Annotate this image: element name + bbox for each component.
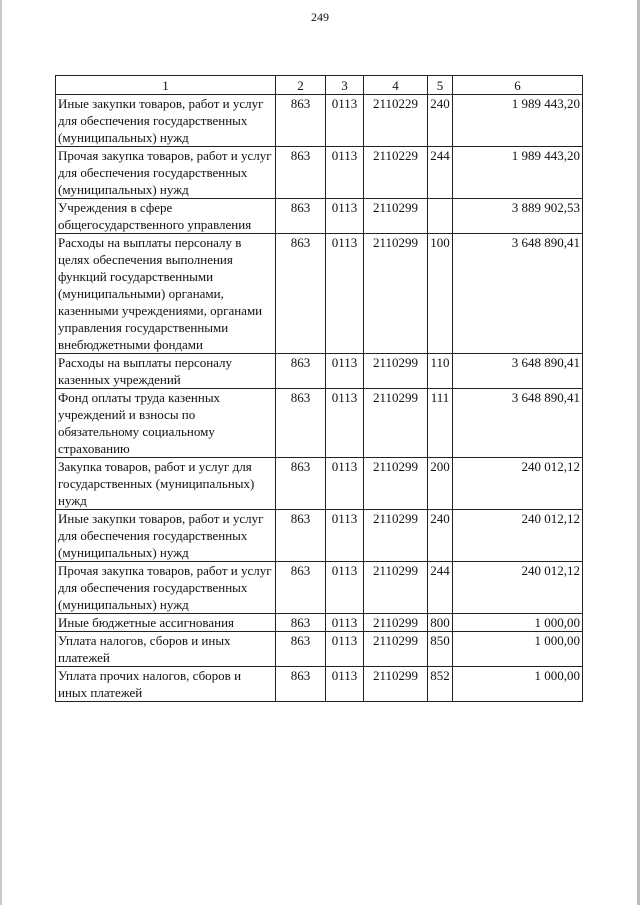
row-rz: 0113 (326, 458, 364, 510)
row-name: Закупка товаров, работ и услуг для государственных (муниципальных) нужд (56, 458, 276, 510)
header-col-3: 3 (326, 76, 364, 95)
row-cs: 2110299 (364, 458, 428, 510)
row-cs: 2110229 (364, 147, 428, 199)
row-ved: 863 (276, 389, 326, 458)
table-row (56, 147, 583, 199)
row-rz: 0113 (326, 354, 364, 389)
row-ved: 863 (276, 147, 326, 199)
row-rz: 0113 (326, 95, 364, 147)
row-rz: 0113 (326, 562, 364, 614)
row-vr: 100 (428, 234, 453, 354)
row-vr: 850 (428, 632, 453, 667)
row-ved: 863 (276, 199, 326, 234)
row-amount: 1 989 443,20 (453, 95, 583, 147)
row-ved: 863 (276, 354, 326, 389)
row-cs: 2110299 (364, 234, 428, 354)
row-amount: 3 648 890,41 (453, 234, 583, 354)
row-cs: 2110299 (364, 510, 428, 562)
row-vr: 200 (428, 458, 453, 510)
page-number: 249 (311, 10, 329, 24)
row-cs: 2110299 (364, 199, 428, 234)
row-name: Иные закупки товаров, работ и услуг для обеспечения государственных (муниципальных) нужд (56, 95, 276, 147)
row-amount: 3 648 890,41 (453, 389, 583, 458)
row-name: Иные закупки товаров, работ и услуг для обеспечения государственных (муниципальных) нужд (56, 510, 276, 562)
row-rz: 0113 (326, 632, 364, 667)
header-row (56, 76, 583, 95)
row-rz: 0113 (326, 199, 364, 234)
table-row (56, 95, 583, 147)
row-vr: 244 (428, 147, 453, 199)
row-name: Фонд оплаты труда казенных учреждений и взносы по обязательному социальному страхованию (56, 389, 276, 458)
row-cs: 2110229 (364, 95, 428, 147)
row-ved: 863 (276, 632, 326, 667)
row-amount: 240 012,12 (453, 562, 583, 614)
table-row (56, 389, 583, 458)
row-ved: 863 (276, 95, 326, 147)
row-vr: 110 (428, 354, 453, 389)
row-ved: 863 (276, 458, 326, 510)
row-name: Уплата прочих налогов, сборов и иных платежей (56, 667, 276, 702)
row-rz: 0113 (326, 510, 364, 562)
row-ved: 863 (276, 234, 326, 354)
row-amount: 1 000,00 (453, 667, 583, 702)
row-name: Расходы на выплаты персоналу в целях обеспечения выполнения функций государственными (муниципальными) органами, казенными учреждениями, органами управления государственными внебюджетными фондами (56, 234, 276, 354)
row-amount: 1 000,00 (453, 632, 583, 667)
row-amount: 240 012,12 (453, 458, 583, 510)
row-ved: 863 (276, 562, 326, 614)
row-cs: 2110299 (364, 562, 428, 614)
row-vr (428, 199, 453, 234)
table-row (56, 199, 583, 234)
row-vr: 800 (428, 614, 453, 632)
row-vr: 852 (428, 667, 453, 702)
row-rz: 0113 (326, 667, 364, 702)
table-row (56, 632, 583, 667)
row-name: Прочая закупка товаров, работ и услуг для обеспечения государственных (муниципальных) нужд (56, 562, 276, 614)
row-name: Уплата налогов, сборов и иных платежей (56, 632, 276, 667)
row-rz: 0113 (326, 389, 364, 458)
row-ved: 863 (276, 667, 326, 702)
row-cs: 2110299 (364, 389, 428, 458)
table-row (56, 510, 583, 562)
header-col-6: 6 (453, 76, 583, 95)
row-cs: 2110299 (364, 614, 428, 632)
table-row (56, 562, 583, 614)
row-ved: 863 (276, 510, 326, 562)
header-col-2: 2 (276, 76, 326, 95)
row-ved: 863 (276, 614, 326, 632)
row-name: Иные бюджетные ассигнования (56, 614, 276, 632)
row-amount: 1 989 443,20 (453, 147, 583, 199)
scan-edge-left (0, 0, 2, 905)
row-cs: 2110299 (364, 354, 428, 389)
row-vr: 244 (428, 562, 453, 614)
table-row (56, 234, 583, 354)
header-col-5: 5 (428, 76, 453, 95)
row-vr: 240 (428, 95, 453, 147)
row-amount: 3 889 902,53 (453, 199, 583, 234)
row-amount: 240 012,12 (453, 510, 583, 562)
row-cs: 2110299 (364, 667, 428, 702)
row-rz: 0113 (326, 614, 364, 632)
row-name: Прочая закупка товаров, работ и услуг для обеспечения государственных (муниципальных) нужд (56, 147, 276, 199)
row-amount: 1 000,00 (453, 614, 583, 632)
row-vr: 240 (428, 510, 453, 562)
row-rz: 0113 (326, 234, 364, 354)
row-rz: 0113 (326, 147, 364, 199)
row-name: Расходы на выплаты персоналу казенных учреждений (56, 354, 276, 389)
header-col-1: 1 (56, 76, 276, 95)
header-col-4: 4 (364, 76, 428, 95)
table-row (56, 354, 583, 389)
row-name: Учреждения в сфере общегосударственного управления (56, 199, 276, 234)
table-row (56, 614, 583, 632)
row-amount: 3 648 890,41 (453, 354, 583, 389)
row-cs: 2110299 (364, 632, 428, 667)
table-row (56, 458, 583, 510)
row-vr: 111 (428, 389, 453, 458)
budget-table (55, 75, 583, 702)
table-row (56, 667, 583, 702)
